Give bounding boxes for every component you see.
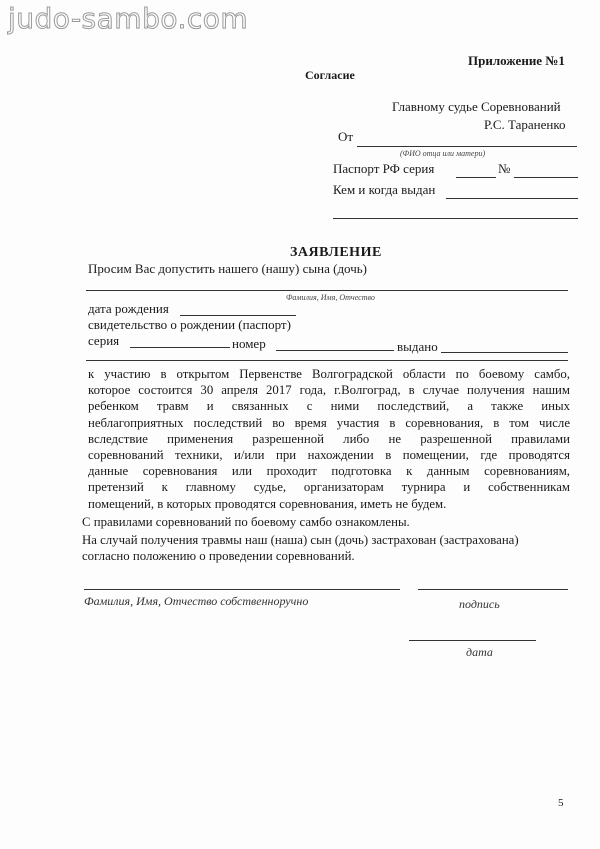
signature-label: подпись: [459, 597, 500, 611]
watermark: judo-sambo.com: [8, 2, 249, 35]
rules-acknowledgement: С правилами соревнований по боевому самбо ознакомлены.: [82, 515, 410, 529]
appendix-label: Приложение №1: [468, 53, 565, 68]
signature-fio-label: Фамилия, Имя, Отчество собственноручно: [84, 594, 309, 608]
issued-by-line-2: [333, 218, 578, 219]
insurance-line-1: На случай получения травмы наш (наша) сын (дочь) застрахован (застрахована): [82, 533, 519, 547]
body-line: которое состоится 30 апреля 2017 года, г.Волгоград, в случае получения нашим: [88, 383, 570, 398]
addressee-line-2: Р.С. Тараненко: [484, 117, 566, 132]
number-line: [276, 350, 394, 351]
request-text: Просим Вас допустить нашего (нашу) сына (дочь): [88, 261, 368, 276]
statement-body: [88, 366, 570, 512]
signature-line: [418, 589, 568, 590]
from-label: От: [338, 129, 354, 144]
passport-label: Паспорт РФ серия: [333, 161, 435, 176]
child-name-hint: Фамилия, Имя, Отчество: [286, 293, 375, 302]
body-line: претензий к главному судье, организаторам турнира и собственникам: [88, 480, 570, 495]
signature-fio-line: [84, 589, 400, 590]
body-line: вследствие применения разрешенной либо не разрешенной правилами: [88, 431, 570, 446]
insurance-line-2: согласно положению о проведении соревнований.: [82, 549, 355, 563]
birth-date-label: дата рождения: [88, 301, 169, 316]
issued-label: выдано: [397, 339, 438, 354]
date-label: дата: [466, 645, 493, 659]
series-label: серия: [88, 333, 120, 348]
from-hint: (ФИО отца или матери): [400, 149, 486, 158]
consent-title: Согласие: [305, 68, 355, 82]
birth-date-line: [180, 315, 296, 316]
child-name-line: [86, 290, 568, 291]
issued-line: [441, 352, 568, 353]
from-field-line: [357, 146, 577, 147]
number-label: номер: [232, 336, 266, 351]
passport-number-sign: №: [498, 161, 511, 176]
issued-by-label: Кем и когда выдан: [333, 182, 436, 197]
issued-by-line: [446, 198, 578, 199]
passport-series-line: [456, 177, 496, 178]
addressee-line-1: Главному судье Соревнований: [392, 99, 561, 114]
body-line: данные соревнования или проходит подготовка к данным соревнованиям,: [88, 464, 570, 479]
body-line: неблагоприятных последствий во время участия в соревнования, в том числе: [88, 415, 570, 430]
body-line: соревнований техники, и/или при нахождении в помещении, где проводятся: [88, 448, 570, 463]
date-line: [409, 640, 536, 641]
series-line: [130, 347, 230, 348]
statement-title: ЗАЯВЛЕНИЕ: [290, 245, 382, 260]
issued-line-2: [86, 360, 568, 361]
passport-number-line: [514, 177, 578, 178]
body-line: к участию в открытом Первенстве Волгоградской области по боевому самбо,: [88, 367, 570, 381]
page-number: 5: [558, 797, 564, 809]
body-line: ребенком травм и связанных с ними последствий, а также иных: [88, 399, 570, 414]
certificate-label: свидетельство о рождении (паспорт): [88, 317, 291, 332]
body-line: помещений, в которых проводятся соревнования, иметь не будем.: [88, 496, 447, 511]
